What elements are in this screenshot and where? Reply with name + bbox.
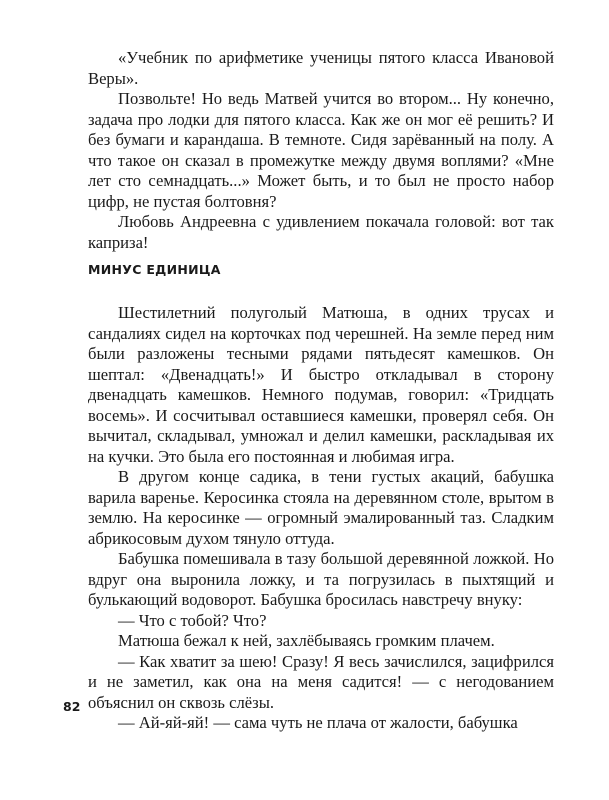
paragraph: Шестилетний полуголый Матюша, в одних трусах и сандалиях сидел на корточках под черешней. На земле перед ним были разложены тесными рядами пятьдесят камешков. Он шептал: «Двенадцать!» И быстро откладывал в сторону двенадцать камешков. Немного подумав, говорил: «Тридцать восемь». И сосчитывал оставшиеся камешки, проверял себя. Он вычитал, складывал, умножал и делил камешки, раскладывая их на кучки. Это была его постоянная и любимая игра. bbox=[88, 303, 554, 466]
paragraph: — Как хватит за шею! Сразу! Я весь зачислился, зацифрился и не заметил, как она на меня садится! — с негодованием объяснил он сквозь слёзы. bbox=[88, 651, 554, 712]
paragraph: — Ай-яй-яй! — сама чуть не плача от жалости, бабушка bbox=[118, 713, 518, 732]
text-block-top bbox=[88, 48, 554, 253]
paragraph: В другом конце садика, в тени густых акаций, бабушка варила варенье. Керосинка стояла на деревянном столе, врытом в землю. На керосинке — огромный эмалированный таз. Сладким абрикосовым духом тянуло оттуда. bbox=[88, 467, 554, 548]
paragraph: Позвольте! Но ведь Матвей учится во втором... Ну конечно, задача про лодки для пятого класса. Как же он мог её решить? И без бумаги и карандаша. В темноте. Сидя зарёванный на полу. А что такое он сказал в промежутке между двумя воплями? «Мне лет сто семнадцать...» Может быть, и то был не просто набор цифр, не пустая болтовня? bbox=[88, 89, 554, 211]
text-block-chapter bbox=[88, 303, 554, 734]
paragraph: «Учебник по арифметике ученицы пятого класса Ивановой Веры». bbox=[88, 48, 554, 88]
chapter-heading: МИНУС ЕДИНИЦА bbox=[88, 262, 221, 277]
paragraph: Бабушка помешивала в тазу большой деревянной ложкой. Но вдруг она выронила ложку, и та погрузилась в пыхтящий и булькающий водоворот. Бабушка бросилась навстречу внуку: bbox=[88, 549, 554, 609]
page-number: 82 bbox=[63, 699, 81, 714]
paragraph: Матюша бежал к ней, захлёбываясь громким плачем. bbox=[118, 631, 495, 650]
paragraph: Любовь Андреевна с удивлением покачала головой: вот так каприза! bbox=[88, 212, 554, 252]
paragraph: — Что с тобой? Что? bbox=[118, 610, 267, 630]
